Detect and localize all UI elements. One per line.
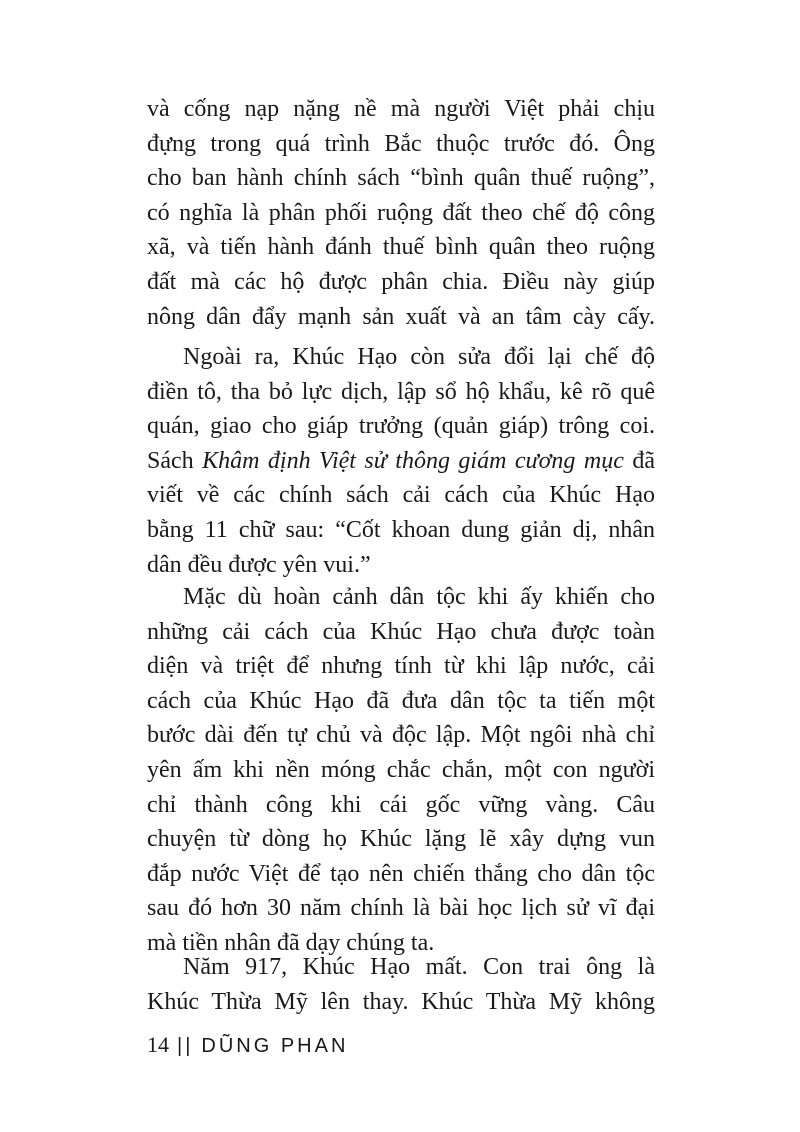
text-line: bước dài đến tự chủ và độc lập. Một ngôi nhà chỉ bbox=[147, 722, 655, 749]
text-fragment: đã bbox=[623, 447, 656, 474]
paragraph-2 bbox=[147, 340, 655, 582]
text-line: xã, và tiến hành đánh thuế bình quân theo ruộng bbox=[147, 234, 655, 261]
page-footer bbox=[147, 1030, 348, 1060]
text-line: Khúc Thừa Mỹ lên thay. Khúc Thừa Mỹ không bbox=[147, 988, 655, 1015]
text-line: có nghĩa là phân phối ruộng đất theo chế độ công bbox=[147, 199, 655, 226]
text-line: điền tô, tha bỏ lực dịch, lập sổ hộ khẩu, kê rõ quê bbox=[147, 378, 655, 405]
text-line: chuyện từ dòng họ Khúc lặng lẽ xây dựng vun bbox=[147, 826, 655, 853]
text-line: Năm 917, Khúc Hạo mất. Con trai ông là bbox=[183, 954, 655, 980]
author-name: DŨNG PHAN bbox=[201, 1035, 349, 1057]
text-line: Ngoài ra, Khúc Hạo còn sửa đổi lại chế độ bbox=[183, 344, 655, 370]
text-line: dân đều được yên vui.” bbox=[147, 551, 371, 578]
text-line: đắp nước Việt để tạo nên chiến thắng cho dân tộc bbox=[147, 860, 655, 887]
page-number: 14 bbox=[147, 1032, 169, 1057]
book-title: Khâm định Việt sử thông giám cương mục bbox=[202, 447, 624, 474]
text-line: những cải cách của Khúc Hạo chưa được toàn bbox=[147, 618, 655, 645]
text-line: quán, giao cho giáp trưởng (quản giáp) trông coi. bbox=[147, 413, 655, 440]
text-line: cho ban hành chính sách “bình quân thuế ruộng”, bbox=[147, 165, 655, 192]
text-line: cách của Khúc Hạo đã đưa dân tộc ta tiến một bbox=[147, 687, 655, 714]
text-line: đất mà các hộ được phân chia. Điều này giúp bbox=[147, 268, 655, 295]
text-line-with-book-title bbox=[147, 444, 655, 479]
footer-separator: || bbox=[177, 1035, 194, 1057]
paragraph-3 bbox=[147, 580, 655, 961]
text-line: diện và triệt để nhưng tính từ khi lập nước, cải bbox=[147, 653, 655, 680]
text-line: viết về các chính sách cải cách của Khúc Hạo bbox=[147, 482, 655, 509]
paragraph-4 bbox=[147, 950, 655, 1019]
text-line: và cống nạp nặng nề mà người Việt phải chịu bbox=[147, 96, 655, 122]
text-line: mà tiền nhân đã dạy chúng ta. bbox=[147, 929, 435, 956]
text-line: nông dân đẩy mạnh sản xuất và an tâm cày cấy. bbox=[147, 303, 655, 330]
paragraph-1 bbox=[147, 92, 655, 334]
text-line: yên ấm khi nền móng chắc chắn, một con người bbox=[147, 756, 655, 783]
text-line: bằng 11 chữ sau: “Cốt khoan dung giản dị, nhân bbox=[147, 516, 655, 543]
text-fragment: Sách bbox=[147, 447, 203, 474]
text-line: Mặc dù hoàn cảnh dân tộc khi ấy khiến cho bbox=[183, 584, 655, 610]
text-line: sau đó hơn 30 năm chính là bài học lịch sử vĩ đại bbox=[147, 895, 655, 922]
text-line: đựng trong quá trình Bắc thuộc trước đó. Ông bbox=[147, 130, 655, 157]
text-line: chỉ thành công khi cái gốc vững vàng. Câu bbox=[147, 791, 655, 818]
